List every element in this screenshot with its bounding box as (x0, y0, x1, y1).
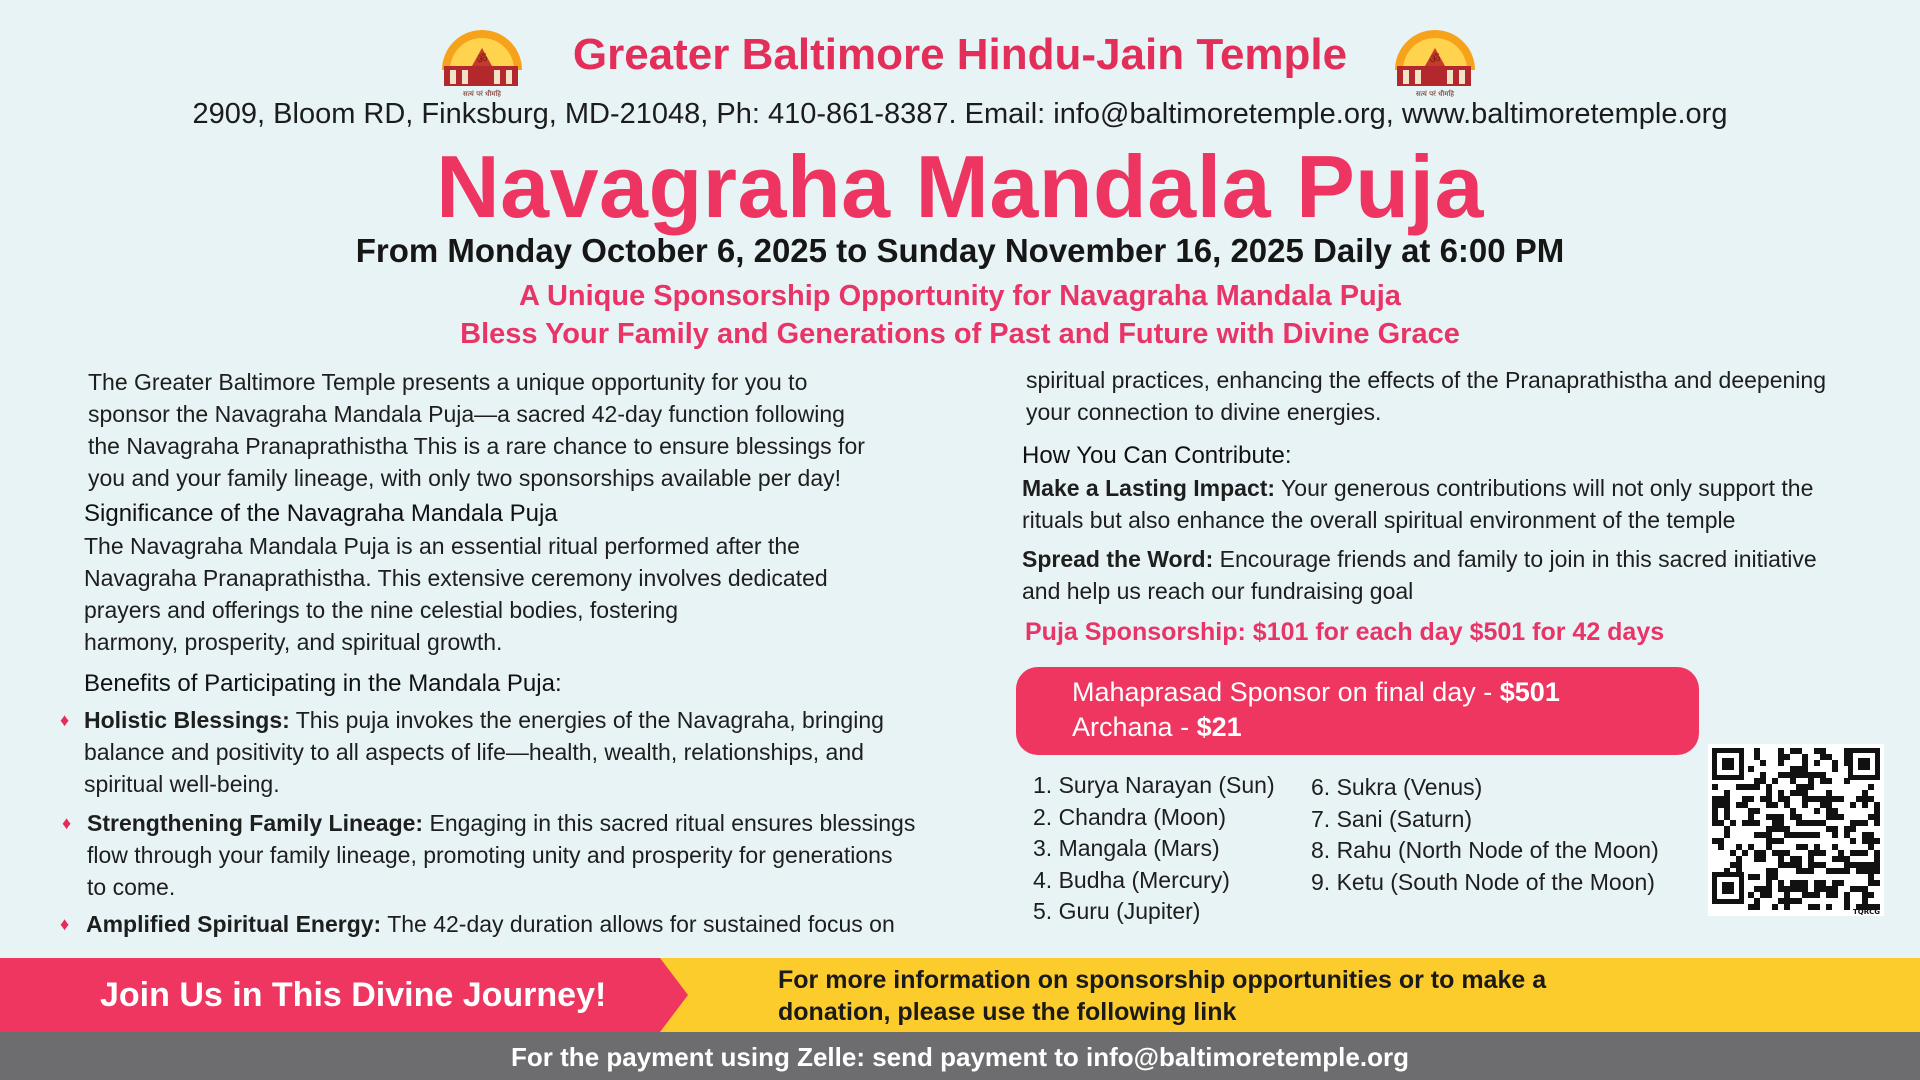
bullet-diamond-icon: ♦ (60, 914, 70, 934)
svg-text:सत्यं परं धीमहि: सत्यं परं धीमहि (463, 90, 501, 98)
qr-code-icon[interactable] (1708, 744, 1884, 916)
list-item: 4. Budha (Mercury) (1033, 866, 1230, 893)
list-item: 9. Ketu (South Node of the Moon) (1311, 868, 1655, 895)
benefit-spiritual-energy: Amplified Spiritual Energy: The 42-day duration allows for sustained focus on (86, 911, 895, 937)
planet-list-right (1311, 772, 1659, 898)
list-item: 5. Guru (Jupiter) (1033, 898, 1201, 924)
archana-sponsor: Archana - $21 (1072, 712, 1242, 742)
contribute-lasting-impact: Make a Lasting Impact: Your generous contributions will not only support the rituals but also enhance the overall spiritual environment of the temple (1022, 475, 1814, 533)
list-item: 7. Sani (Saturn) (1311, 805, 1473, 832)
event-dates: From Monday October 6, 2025 to Sunday November 16, 2025 Daily at 6:00 PM (355, 232, 1565, 269)
significance-paragraph: The Navagraha Mandala Puja is an essential ritual performed after the Navagraha Pranaprathistha. This extensive ceremony involves dedicated prayers and offerings to the nine celestial bodies, fostering harmony, prosperity, and spiritual growth. (84, 533, 828, 655)
significance-title: Significance of the Navagraha Mandala Puja (84, 500, 558, 527)
temple-address: 2909, Bloom RD, Finksburg, MD-21048, Ph: 410-861-8387. Email: info@baltimoretemple.org, www.baltimoretemple.org (192, 98, 1728, 130)
sponsor-options-box (1016, 667, 1699, 755)
bullet-diamond-icon: ♦ (60, 710, 70, 730)
contribute-title: How You Can Contribute: (1022, 442, 1292, 469)
planet-list-left (1033, 770, 1275, 928)
svg-text:ॐ: ॐ (1429, 52, 1441, 66)
intro-paragraph: The Greater Baltimore Temple presents a unique opportunity for you to sponsor the Navagraha Mandala Puja—a sacred 42-day function following the Navagraha Pranaprathistha This is a rare chance to ensure blessings for you and your family lineage, with only two sponsorships available per day! (88, 369, 865, 491)
svg-text:सत्यं परं धीमहि: सत्यं परं धीमहि (1416, 90, 1454, 98)
list-item: 2. Chandra (Moon) (1033, 803, 1227, 830)
list-item: 6. Sukra (Venus) (1311, 774, 1483, 800)
sponsorship-price: Puja Sponsorship: $101 for each day $501 for 42 days (1025, 618, 1665, 646)
subheading-blessing: Bless Your Family and Generations of Past and Future with Divine Grace (460, 318, 1460, 350)
bullet-diamond-icon: ♦ (62, 813, 72, 833)
contribute-spread-word: Spread the Word: Encourage friends and family to join in this sacred initiative and help us reach our fundraising goal (1022, 546, 1817, 604)
list-item: 8. Rahu (North Node of the Moon) (1311, 837, 1659, 863)
benefit-holistic: Holistic Blessings: This puja invokes the energies of the Navagraha, bringing balance and positivity to all aspects of life—health, wealth, relationships, and spiritual well-being. (84, 707, 884, 797)
temple-name: Greater Baltimore Hindu-Jain Temple (572, 30, 1348, 79)
page-title: Navagraha Mandala Puja (436, 137, 1484, 236)
subheading-sponsorship: A Unique Sponsorship Opportunity for Navagraha Mandala Puja (519, 280, 1401, 312)
list-item: 3. Mangala (Mars) (1033, 835, 1220, 861)
mahaprasad-sponsor: Mahaprasad Sponsor on final day - $501 (1072, 677, 1560, 707)
benefits-title: Benefits of Participating in the Mandala Puja: (84, 670, 562, 697)
more-info-text: For more information on sponsorship opportunities or to make a donation, please use the following link (778, 966, 1547, 1026)
svg-text:TQRCG: TQRCG (1853, 908, 1880, 916)
benefit-family-lineage: Strengthening Family Lineage: Engaging in this sacred ritual ensures blessings flow through your family lineage, promoting unity and prosperity for generations to come. (87, 810, 916, 900)
join-us-text: Join Us in This Divine Journey! (100, 976, 607, 1014)
svg-text:ॐ: ॐ (476, 52, 488, 66)
zelle-payment-text: For the payment using Zelle: send payment to info@baltimoretemple.org (511, 1042, 1409, 1072)
continuation-paragraph: spiritual practices, enhancing the effects of the Pranaprathistha and deepening your connection to divine energies. (1026, 367, 1827, 425)
list-item: 1. Surya Narayan (Sun) (1033, 772, 1275, 798)
